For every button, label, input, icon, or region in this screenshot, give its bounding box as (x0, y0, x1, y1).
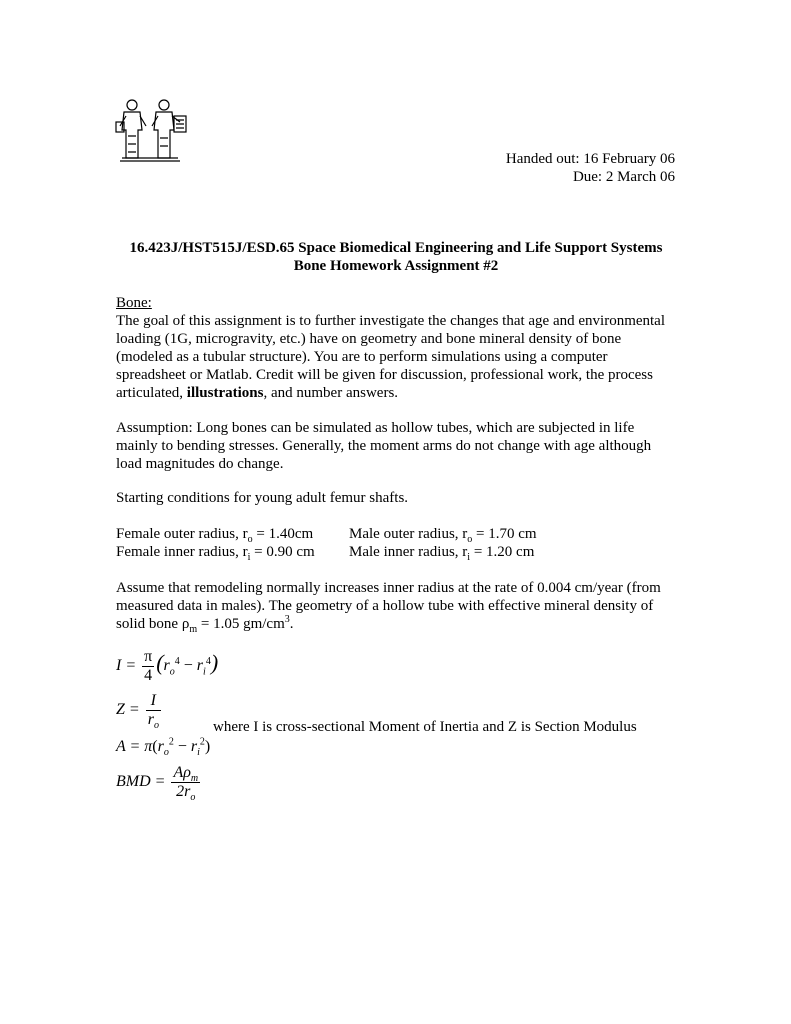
goal-bold: illustrations (186, 385, 264, 401)
title-assignment: Bone Homework Assignment #2 (293, 258, 499, 274)
paragraph-starting: Starting conditions for young adult femur shafts. (116, 490, 409, 506)
equation-area: $A = \pi(r_o^2 - r_i^2)$ (116, 736, 211, 759)
male-outer-radius: Male outer radius, $r_o = 1.70$ cm (349, 526, 537, 545)
equation-section-modulus: Z = $\frac{I}{r_o}$ (116, 692, 159, 732)
male-inner-radius: Male inner radius, $r_i = 1.20$ cm (349, 544, 535, 563)
handed-out-date: Handed out: 16 February 06 (505, 151, 675, 167)
equation-bmd: BMD = $\frac{A\rho_m}{2r_o}$ (116, 764, 199, 804)
equation-note: where I is cross-sectional Moment of Inertia and Z is Section Modulus (213, 719, 637, 735)
title-course: 16.423J/HST515J/ESD.65 Space Biomedical Engineering and Life Support Systems (129, 240, 663, 256)
equation-moment-of-inertia: I = $\frac{\pi}{4}$ $(r_o^4 - r_i^4)$ (116, 648, 219, 684)
due-date: Due: 2 March 06 (572, 169, 675, 185)
mit-logo-icon (112, 96, 192, 162)
goal-text: The goal of this assignment is to further investigate the changes that age and environmental loading (1G, microgravity, etc.) have on geometry and bone mineral density of bone (modeled as a tubular structure). You are to perform simulations using a computer spreadsheet or Matlab. Credit will be given for discussion, professional work, the process articulated, (116, 313, 666, 401)
outer-radius-row (116, 525, 676, 543)
female-inner-radius: Female inner radius, $r_i = 0.90$ cm (116, 544, 315, 563)
paragraph-assumption: Assumption: Long bones can be simulated as hollow tubes, which are subjected in life mainly to bending stresses. Generally, the moment arms do not change with age although load magnitudes do change. (116, 420, 652, 472)
dates-block (506, 150, 675, 186)
rho-symbol: ρ (181, 616, 190, 632)
paragraph-remodeling: Assume that remodeling normally increases inner radius at the rate of 0.004 cm/year (from measured data in males). The geometry of a hollow tube with effective mineral density of solid bone $\rho_m = 1.05$ $gm/cm^3$. (116, 580, 661, 635)
female-outer-radius: Female outer radius, $r_o = 1.40cm$ (116, 526, 314, 545)
goal-end: , and number answers. (263, 385, 399, 401)
intro-section (116, 294, 676, 402)
section-heading: Bone: (116, 295, 152, 311)
equations-block (116, 648, 676, 818)
radius-table (116, 525, 676, 561)
inner-radius-row (116, 543, 676, 561)
document-title (116, 239, 676, 275)
paragraph-goal (116, 312, 676, 402)
